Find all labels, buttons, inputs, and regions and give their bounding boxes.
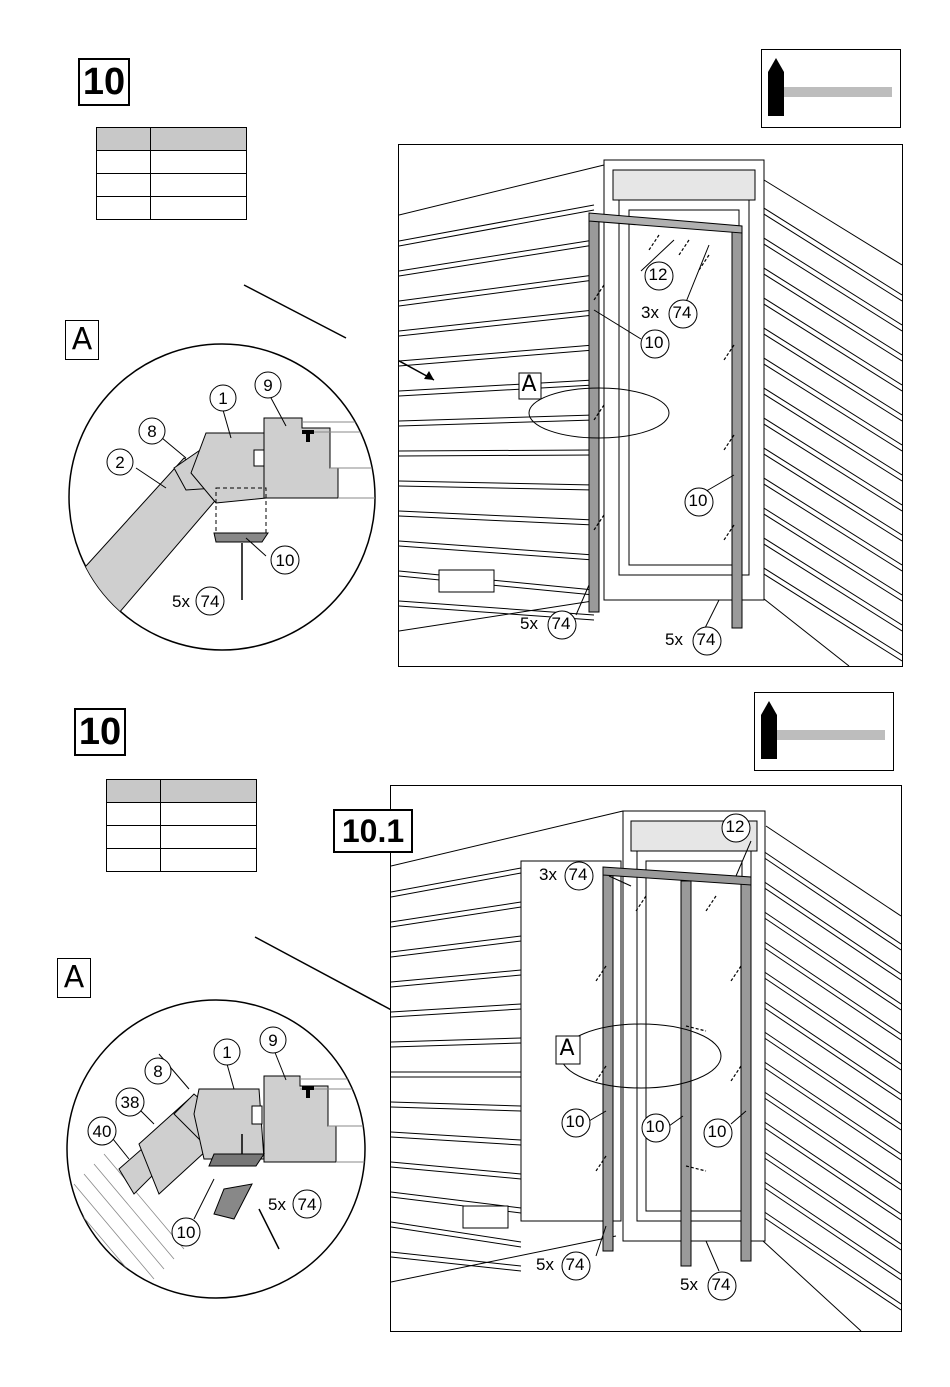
callout-10a-bottom: 10	[565, 1112, 585, 1131]
assembly-panel-bottom	[390, 785, 902, 1332]
callout-screws-br-qty-bottom: 5x	[680, 1275, 698, 1294]
detail-callout-8: 8	[153, 1062, 163, 1081]
callout-10c-bottom: 10	[707, 1122, 727, 1141]
detail-screws-part: 74	[200, 592, 220, 611]
callout-screws-top-qty-bottom: 3x	[539, 865, 557, 884]
panel-detail-label-top: A	[521, 372, 537, 397]
detail-label-top: A	[65, 320, 99, 360]
callout-screws-top-qty: 3x	[641, 303, 659, 322]
callout-screws-br-qty: 5x	[665, 630, 683, 649]
substep-number-bottom: 10.1	[333, 809, 413, 853]
detail-screws-qty: 5x	[172, 592, 190, 611]
detail-callout-10: 10	[176, 1223, 196, 1242]
callout-screws-br-part-bottom: 74	[711, 1275, 731, 1294]
callout-10b-top: 10	[688, 491, 708, 510]
detail-circle-bottom	[64, 994, 368, 1304]
callout-screws-bl-part-bottom: 74	[565, 1255, 585, 1274]
callout-10b-bottom: 10	[645, 1117, 665, 1136]
callout-12-bottom: 12	[725, 817, 745, 836]
detail-callout-9: 9	[268, 1031, 278, 1050]
detail-screws-qty: 5x	[268, 1195, 286, 1214]
callout-screws-top-part: 74	[672, 303, 692, 322]
detail-callout-1: 1	[218, 389, 228, 408]
detail-callout-38: 38	[120, 1093, 140, 1112]
detail-callout-1: 1	[222, 1043, 232, 1062]
detail-callout-40: 40	[92, 1122, 112, 1141]
detail-callout-9: 9	[263, 376, 273, 395]
step-number-bottom: 10	[74, 708, 126, 756]
detail-screws-part: 74	[297, 1195, 317, 1214]
detail-label-bottom: A	[57, 958, 91, 998]
callout-screws-br-part: 74	[696, 630, 716, 649]
callout-screws-bl-part: 74	[551, 614, 571, 633]
step-number-top: 10	[78, 58, 130, 106]
callout-screws-bl-qty-bottom: 5x	[536, 1255, 554, 1274]
detail-callout-8: 8	[147, 422, 157, 441]
panel-detail-label-bottom: A	[559, 1036, 575, 1061]
detail-callout-10: 10	[275, 551, 295, 570]
detail-callout-2: 2	[115, 453, 125, 472]
callout-10a-top: 10	[644, 333, 664, 352]
callout-12-top: 12	[648, 265, 668, 284]
callout-screws-bl-qty: 5x	[520, 614, 538, 633]
callout-screws-top-part-bottom: 74	[568, 865, 588, 884]
